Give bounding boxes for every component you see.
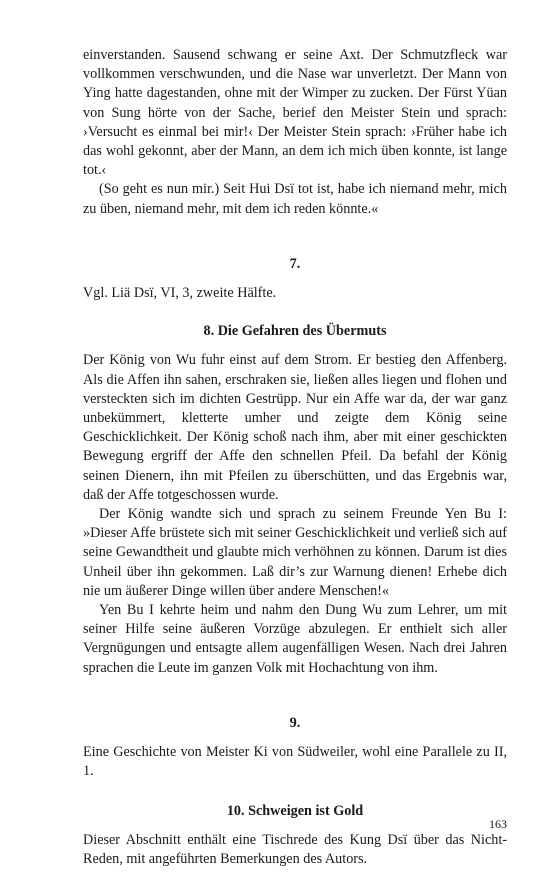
heading-gap xyxy=(83,274,507,284)
heading-gap xyxy=(83,341,507,351)
section-heading-7: 7. xyxy=(289,255,301,272)
paragraph-section-9: Eine Geschichte von Meister Ki von Südweiler, wohl eine Parallele zu II, 1. xyxy=(83,744,507,780)
paragraph-section-8-c: Yen Bu I kehrte heim und nahm den Dung Wu zum Lehrer, um mit seiner Hilfe seine äußeren Vorzüge abzulegen. Er enthielt sich aller Vergnügungen und entsagte allem augenfälligen Wesen. Nach drei Jahren sprachen die Leute im ganzen Volk mit Hochachtung von ihm. xyxy=(83,602,507,676)
section-heading-8: 8. Die Gefahren des Übermuts xyxy=(203,323,387,340)
paragraph-section-8-b: Der König wandte sich und sprach zu seinem Freunde Yen Bu I: »Dieser Affe brüstete sich mit seiner Geschicklichkeit und verließ sich auf seine Gewandtheit und glaubte mich verhöhnen zu können. Darum ist dies Unheil über ihn gekommen. Laß dir’s zur Warnung dienen! Erhebe dich nie um äußerer Dinge willen über andere Menschen!« xyxy=(83,506,507,599)
paragraph-section-7: Vgl. Liä Dsï, VI, 3, zweite Hälfte. xyxy=(83,285,277,302)
section-heading-9: 9. xyxy=(289,714,301,731)
section-heading-10: 10. Schweigen ist Gold xyxy=(226,802,364,819)
page-body xyxy=(83,46,507,869)
paragraph-section-8-a: Der König von Wu fuhr einst auf dem Strom. Er bestieg den Affenberg. Als die Affen ihn sahen, erschraken sie, ließen alles liegen und flohen und versteckten sich im dichten Gestrüpp. Nur ein Affe war da, der war ganz unbekümmert, kletterte umher und zeigte dem König seine Geschicklichkeit. Der König schoß nach ihm, aber mit einer geschickten Bewegung ergriff der Affe den schnellen Pfeil. Da befahl der König seinen Dienern, ihn mit Pfeilen zu überschütten, und das Ergebnis war, daß der Affe totgeschossen wurde. xyxy=(83,352,507,503)
paragraph-section-10: Dieser Abschnitt enthält eine Tischrede des Kung Dsï über das Nicht-Reden, mit angeführten Bemerkungen des Autors. xyxy=(83,831,507,867)
section-gap xyxy=(83,678,507,714)
section-gap xyxy=(83,303,507,322)
paragraph-story-end: einverstanden. Sausend schwang er seine Axt. Der Schmutzfleck war vollkommen verschwunden, und die Nase war unverletzt. Der Mann von Ying hatte dagestanden, ohne mit der Wimper zu zucken. Der Fürst Yüan von Sung hörte von der Sache, berief den Meister Stein und sprach: ›Versucht es einmal bei mir!‹ Der Meister Stein sprach: ›Früher habe ich das wohl gekonnt, aber der Mann, an dem ich mich üben konnte, ist lange tot.‹ xyxy=(83,47,507,179)
section-gap xyxy=(83,219,507,255)
section-gap xyxy=(83,782,507,802)
heading-gap xyxy=(83,733,507,743)
heading-gap xyxy=(83,821,507,831)
page-number: 163 xyxy=(489,817,507,831)
paragraph-hui-dsi: (So geht es nun mir.) Seit Hui Dsï tot ist, habe ich niemand mehr, mich zu üben, niemand mehr, mit dem ich reden könnte.« xyxy=(83,181,507,217)
